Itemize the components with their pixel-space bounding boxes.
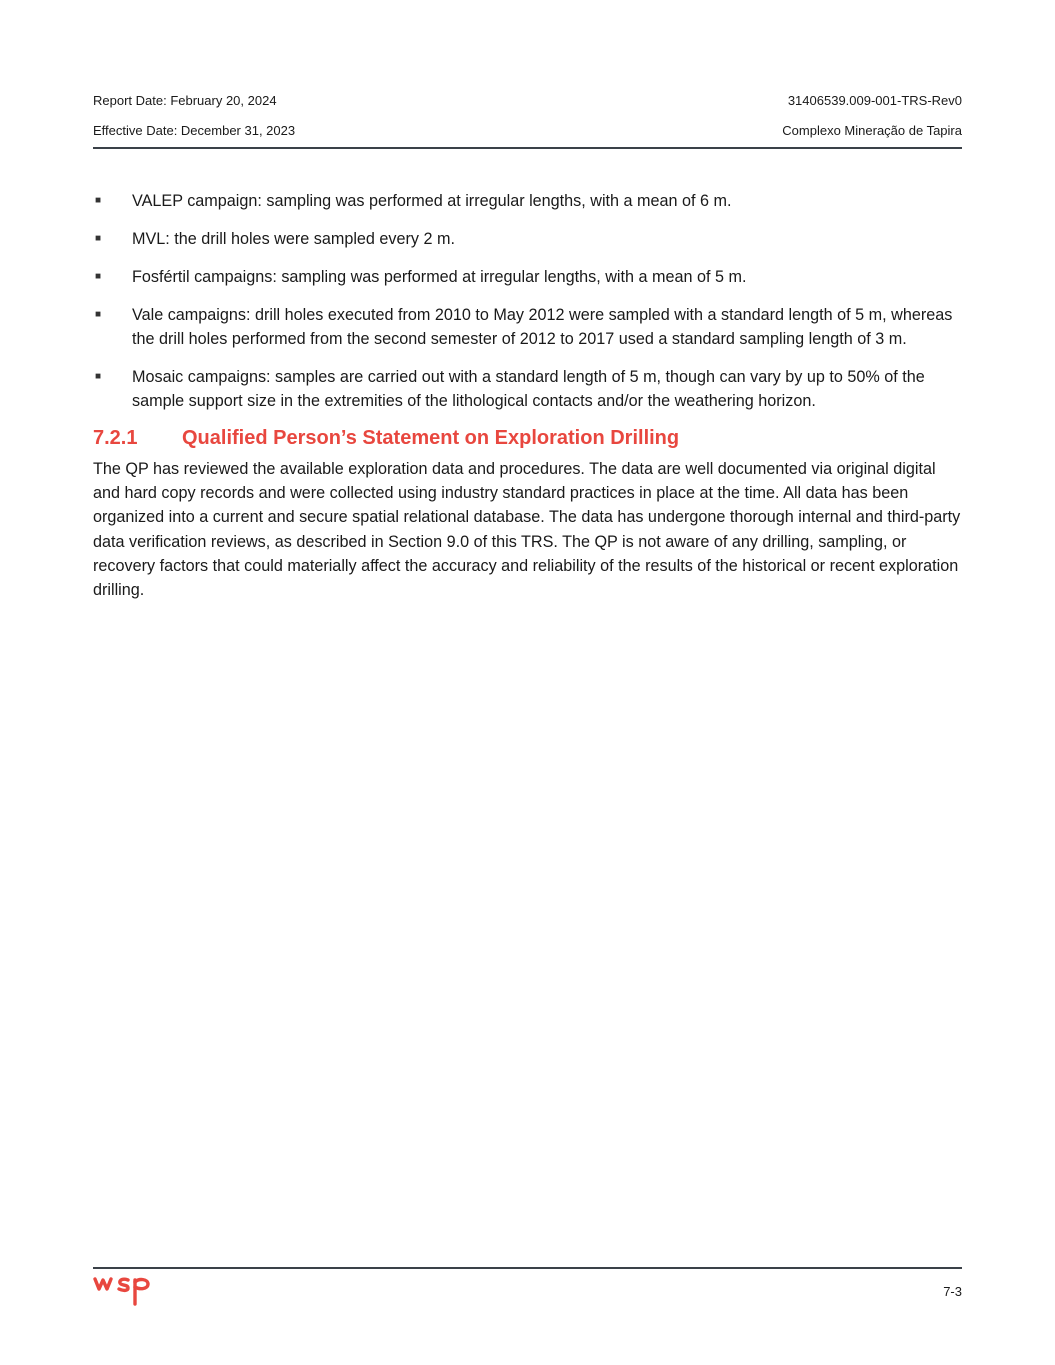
section-title: Qualified Person’s Statement on Exploration Drilling: [182, 427, 680, 449]
footer-rule: [93, 1267, 962, 1269]
page-number: 7-3: [943, 1284, 962, 1299]
list-item-text: MVL: the drill holes were sampled every 2 m.: [132, 230, 455, 248]
bullet-square-icon: ■: [95, 233, 102, 244]
header-rule: [93, 147, 962, 149]
logo-text: wsp: [93, 1310, 95, 1311]
page-content: [93, 189, 963, 602]
bullet-square-icon: ■: [95, 271, 102, 282]
wsp-logo: [93, 1273, 157, 1311]
report-date: Report Date: February 20, 2024: [93, 93, 277, 108]
header-row-bottom: [93, 116, 962, 146]
page-header: [93, 86, 962, 148]
section-paragraph: The QP has reviewed the available exploration data and procedures. The data are well documented via original digital and hard copy records and were collected using industry standard practices in place at the time. All data has been organized into a current and secure spatial relational database. The data has undergone thorough internal and third-party data verification reviews, as described in Section 9.0 of this TRS. The QP is not aware of any drilling, sampling, or recovery factors that could materially affect the accuracy and reliability of the results of the historical or recent exploration drilling.: [93, 460, 961, 600]
list-item-text: Fosfértil campaigns: sampling was performed at irregular lengths, with a mean of 5 m.: [132, 268, 747, 286]
section-number: 7.2.1: [93, 427, 138, 449]
list-item: [93, 265, 963, 289]
document-number: 31406539.009-001-TRS-Rev0: [787, 93, 962, 108]
project-name: Complexo Mineração de Tapira: [782, 123, 962, 138]
bullet-square-icon: ■: [95, 371, 102, 382]
list-item: [93, 189, 963, 213]
list-item: [93, 303, 963, 351]
bullet-square-icon: ■: [95, 195, 102, 206]
bullet-square-icon: ■: [95, 309, 102, 320]
list-item-text: Vale campaigns: drill holes executed from 2010 to May 2012 were sampled with a standard length of 5 m, whereas the drill holes performed from the second semester of 2012 to 2017 used a standard sampling length of 3 m.: [132, 306, 953, 348]
list-item: [93, 227, 963, 251]
header-row-top: [93, 86, 962, 116]
effective-date: Effective Date: December 31, 2023: [93, 123, 296, 138]
list-item-text: VALEP campaign: sampling was performed at irregular lengths, with a mean of 6 m.: [132, 192, 732, 210]
bullet-list: [93, 189, 963, 413]
list-item-text: Mosaic campaigns: samples are carried out with a standard length of 5 m, though can vary by up to 50% of the sample support size in the extremities of the lithological contacts and/or the weathering horizon.: [132, 368, 925, 410]
list-item: [93, 365, 963, 413]
section-heading: [93, 425, 963, 451]
